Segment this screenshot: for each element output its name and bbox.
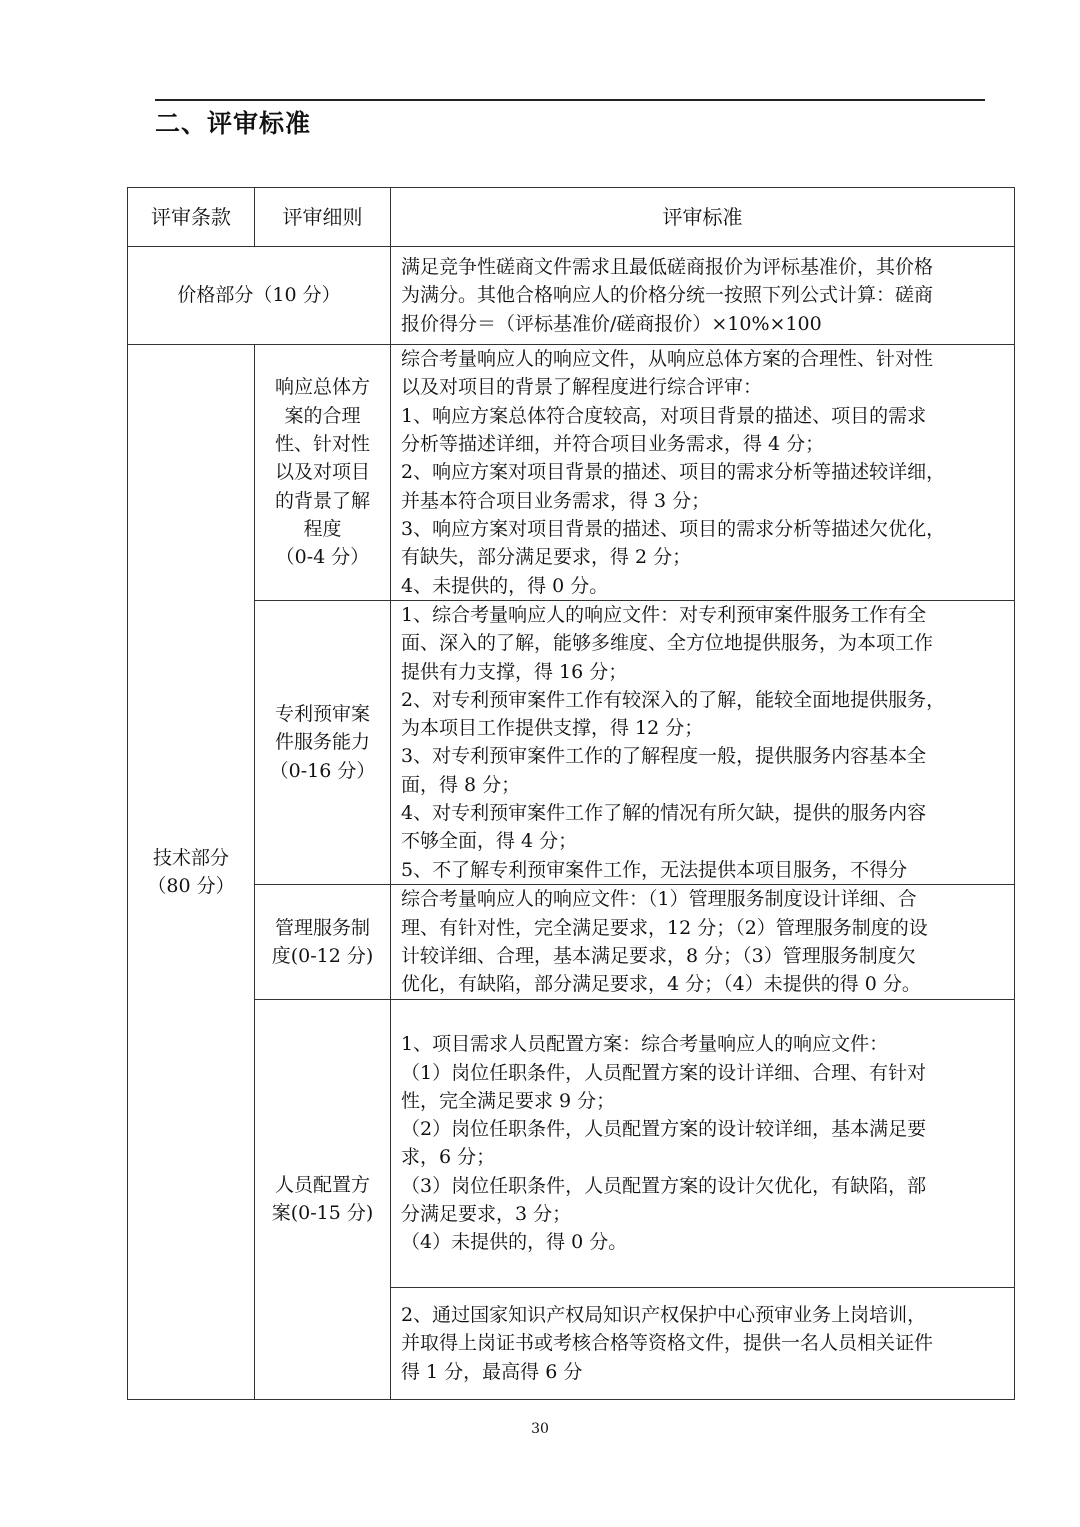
price-clause: 价格部分（10 分） xyxy=(128,247,391,345)
price-criteria-line: 报价得分＝（评标基准价/磋商报价）×10%×100 xyxy=(401,312,822,335)
criteria-line: 1、项目需求人员配置方案：综合考量响应人的响应文件： xyxy=(401,1033,889,1056)
criteria-line: 2、通过国家知识产权局知识产权保护中心预审业务上岗培训， xyxy=(401,1304,927,1327)
criteria-line: （1）岗位任职条件，人员配置方案的设计详细、合理、有针对 xyxy=(401,1061,927,1084)
criteria-staffing-certificate xyxy=(391,1287,1015,1399)
criteria-line: 4、未提供的，得 0 分。 xyxy=(401,574,609,597)
detail-line: 的背景了解 xyxy=(274,489,370,512)
criteria-line: 求，6 分； xyxy=(401,1146,496,1169)
tech-clause-line: （80 分） xyxy=(147,874,235,897)
criteria-patent-service xyxy=(391,601,1015,885)
criteria-line: 并基本符合项目业务需求，得 3 分； xyxy=(401,489,711,512)
criteria-overall-plan xyxy=(391,345,1015,601)
criteria-line: 2、对专利预审案件工作有较深入的了解，能较全面地提供服务， xyxy=(401,688,946,711)
criteria-line: 2、响应方案对项目背景的描述、项目的需求分析等描述较详细， xyxy=(401,461,946,484)
criteria-line: 3、对专利预审案件工作的了解程度一般，提供服务内容基本全 xyxy=(401,745,927,768)
criteria-line: 不够全面，得 4 分； xyxy=(401,830,578,853)
criteria-line: 综合考量响应人的响应文件：（1）管理服务制度设计详细、合 xyxy=(401,888,917,911)
detail-line: （0-4 分） xyxy=(275,546,370,569)
tech-row-1 xyxy=(128,345,1015,601)
price-criteria xyxy=(391,247,1015,345)
tech-row-4a xyxy=(128,999,1015,1287)
criteria-management xyxy=(391,884,1015,999)
criteria-line: 性，完全满足要求 9 分； xyxy=(401,1089,616,1112)
criteria-line: 面，得 8 分； xyxy=(401,773,521,796)
criteria-line: 并取得上岗证书或考核合格等资格文件，提供一名人员相关证件 xyxy=(401,1332,934,1355)
detail-line: 件服务能力 xyxy=(274,731,370,754)
price-criteria-line: 为满分。其他合格响应人的价格分统一按照下列公式计算：磋商 xyxy=(401,284,934,307)
page-number: 30 xyxy=(531,1421,549,1437)
detail-line: 管理服务制 xyxy=(274,916,370,939)
tech-row-3 xyxy=(128,884,1015,999)
criteria-line: 理、有针对性，完全满足要求，12 分；（2）管理服务制度的设 xyxy=(401,916,928,939)
criteria-line: 得 1 分，最高得 6 分 xyxy=(401,1360,583,1383)
criteria-line: 5、不了解专利预审案件工作，无法提供本项目服务，不得分 xyxy=(401,858,908,881)
evaluation-table xyxy=(127,187,1015,1400)
criteria-line: （4）未提供的，得 0 分。 xyxy=(401,1231,628,1254)
detail-line: 度(0-12 分) xyxy=(271,944,374,967)
tech-clause xyxy=(128,345,255,1400)
tech-row-2 xyxy=(128,601,1015,885)
header-clause: 评审条款 xyxy=(128,188,255,247)
criteria-line: 优化，有缺陷，部分满足要求，4 分；（4）未提供的得 0 分。 xyxy=(401,973,921,996)
detail-management xyxy=(255,884,391,999)
detail-line: 性、针对性 xyxy=(274,433,370,456)
criteria-line: 分满足要求，3 分； xyxy=(401,1203,572,1226)
detail-line: 响应总体方 xyxy=(274,376,370,399)
criteria-line: （2）岗位任职条件，人员配置方案的设计较详细，基本满足要 xyxy=(401,1118,927,1141)
price-criteria-line: 满足竞争性磋商文件需求且最低磋商报价为评标基准价，其价格 xyxy=(401,256,934,279)
detail-staffing xyxy=(255,999,391,1399)
detail-line: 案(0-15 分) xyxy=(271,1202,374,1225)
detail-line: 专利预审案 xyxy=(274,703,370,726)
criteria-line: 以及对项目的背景了解程度进行综合评审： xyxy=(401,376,763,399)
detail-line: 程度 xyxy=(303,517,342,540)
criteria-line: 面、深入的了解，能够多维度、全方位地提供服务，为本项工作 xyxy=(401,632,934,655)
criteria-line: 1、综合考量响应人的响应文件：对专利预审案件服务工作有全 xyxy=(401,604,927,626)
detail-overall-plan xyxy=(255,345,391,601)
section-title: 二、评审标准 xyxy=(155,109,312,138)
tech-clause-line: 技术部分 xyxy=(152,846,229,869)
criteria-line: 1、响应方案总体符合度较高，对项目背景的描述、项目的需求 xyxy=(401,404,927,427)
table-header-row xyxy=(128,188,1015,247)
criteria-line: （3）岗位任职条件，人员配置方案的设计欠优化，有缺陷，部 xyxy=(401,1174,927,1197)
criteria-staffing-plan xyxy=(391,999,1015,1287)
criteria-line: 综合考量响应人的响应文件，从响应总体方案的合理性、针对性 xyxy=(401,348,934,371)
detail-line: 人员配置方 xyxy=(274,1174,370,1197)
criteria-line: 有缺失，部分满足要求，得 2 分； xyxy=(401,546,692,569)
price-row xyxy=(128,247,1015,345)
criteria-line: 分析等描述详细，并符合项目业务需求，得 4 分； xyxy=(401,433,825,456)
criteria-line: 3、响应方案对项目背景的描述、项目的需求分析等描述欠优化， xyxy=(401,517,946,540)
criteria-line: 提供有力支撑，得 16 分； xyxy=(401,660,628,683)
detail-line: 案的合理 xyxy=(284,404,361,427)
detail-patent-service xyxy=(255,601,391,885)
top-rule xyxy=(155,99,985,101)
header-detail: 评审细则 xyxy=(255,188,391,247)
header-criteria: 评审标准 xyxy=(391,188,1015,247)
criteria-line: 4、对专利预审案件工作了解的情况有所欠缺，提供的服务内容 xyxy=(401,802,927,825)
detail-line: （0-16 分） xyxy=(269,759,376,782)
criteria-line: 计较详细、合理，基本满足要求，8 分；（3）管理服务制度欠 xyxy=(401,944,916,967)
criteria-line: 为本项目工作提供支撑，得 12 分； xyxy=(401,717,704,740)
detail-line: 以及对项目 xyxy=(274,461,370,484)
